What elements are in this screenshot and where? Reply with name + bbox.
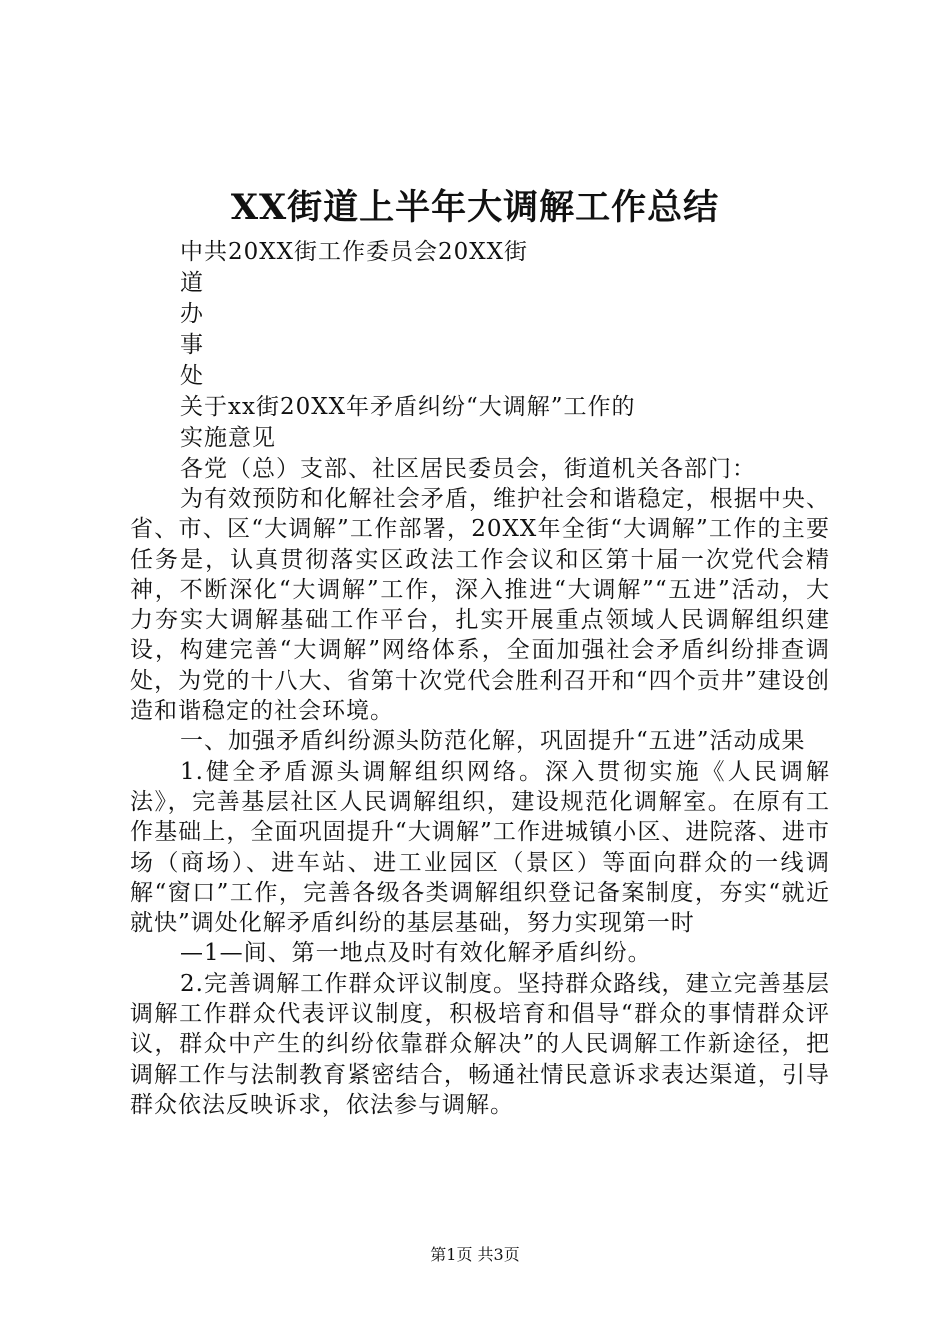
salutation: 各党（总）支部、社区居民委员会，街道机关各部门： <box>180 456 756 482</box>
subject-line-continued: 实施意见 <box>180 425 276 451</box>
item-paragraph-1: 1.健全矛盾源头调解组织网络。深入贯彻实施《人民调解法》，完善基层社区人民调解组织，建设规范化调解室。在原有工作基础上，全面巩固提升“大调解”工作进城镇小区、进院落、进市场（商场）、进车站、进工业园区（景区）等面向群众的一线调解“窗口”工作，完善各级各类调解组织登记备案制度，夯实“就近就快”调处化解矛盾纠纷的基层基础，努力实现第一时 <box>130 758 830 937</box>
item-paragraph-2: 2.完善调解工作群众评议制度。坚持群众路线，建立完善基层调解工作群众代表评议制度，积极培育和倡导“群众的事情群众评议，群众中产生的纠纷依靠群众解决”的人民调解工作新途径，把调解工作与法制教育紧密结合，畅通社情民意诉求表达渠道，引导群众依法反映诉求，依法参与调解。 <box>130 970 830 1118</box>
issuer-char-dao: 道 <box>180 270 204 296</box>
issuer-char-chu: 处 <box>180 363 204 389</box>
page-footer: 第1页 共3页 <box>430 1245 520 1264</box>
issuer-line: 中共20XX街工作委员会20XX街 <box>180 239 529 265</box>
section-heading-1: 一、加强矛盾纠纷源头防范化解，巩固提升“五进”活动成果 <box>180 728 806 755</box>
issuer-char-shi: 事 <box>180 332 204 358</box>
intro-paragraph: 为有效预防和化解社会矛盾，维护社会和谐稳定，根据中央、省、市、区“大调解”工作部署，20XX年全街“大调解”工作的主要任务是，认真贯彻落实区政法工作会议和区第十届一次党代会精神，不断深化“大调解”工作，深入推进“大调解”“五进”活动，大力夯实大调解基础工作平台，扎实开展重点领域人民调解组织建设，构建完善“大调解”网络体系，全面加强社会矛盾纠纷排查调处，为党的十八大、省第十次党代会胜利召开和“四个贡井”建设创造和谐稳定的社会环境。 <box>130 486 830 725</box>
subject-line: 关于xx街20XX年矛盾纠纷“大调解”工作的 <box>180 394 636 420</box>
issuer-char-ban: 办 <box>180 301 204 327</box>
item-paragraph-1-continued: —1—间、第一地点及时有效化解矛盾纠纷。 <box>180 940 652 967</box>
document-title: XX街道上半年大调解工作总结 <box>230 187 720 228</box>
document-body <box>130 484 830 1120</box>
